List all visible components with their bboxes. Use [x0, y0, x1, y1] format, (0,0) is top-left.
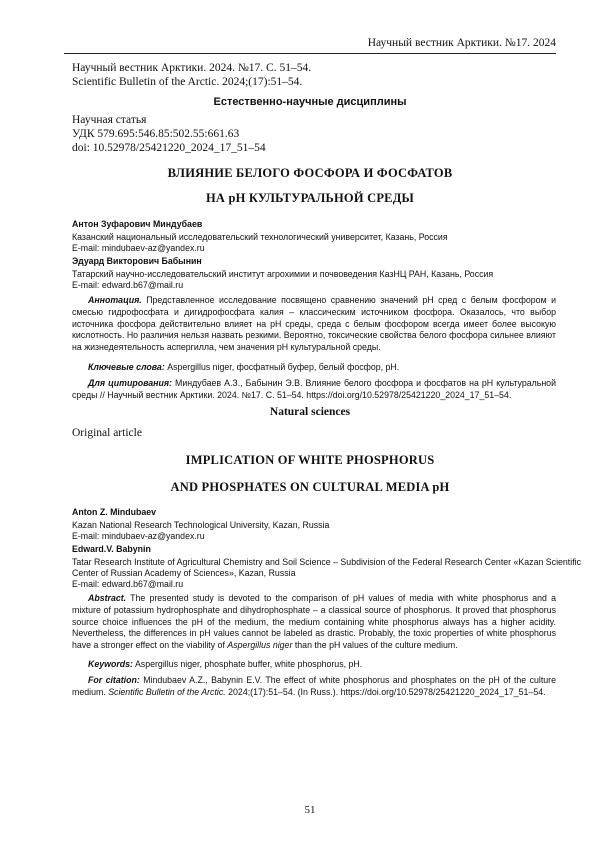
keywords-label: Keywords: [88, 659, 133, 669]
article-type-en: Original article [72, 427, 142, 439]
author-email: E-mail: edward.b67@mail.ru [72, 579, 184, 589]
author-email: E-mail: edward.b67@mail.ru [72, 280, 184, 290]
running-header: Научный вестник Арктики. №17. 2024 [367, 37, 556, 49]
author-affiliation: Kazan National Research Technological University, Kazan, Russia [72, 520, 330, 530]
article-type-ru: Научная статья [72, 114, 147, 126]
abstract-label: Abstract. [88, 593, 127, 603]
keywords-text: Aspergillus niger, фосфатный буфер, белый фосфор, pH. [164, 362, 400, 372]
keywords-ru [72, 362, 556, 374]
citation-label: Для цитирования: [88, 378, 172, 388]
title-en-line2: AND PHOSPHATES ON CULTURAL MEDIA pH [170, 480, 450, 494]
citation-en: Scientific Bulletin of the Arctic. 2024;(17):51–54. [72, 76, 303, 88]
title-ru-line2: НА pH КУЛЬТУРАЛЬНОЙ СРЕДЫ [206, 191, 414, 205]
keywords-text: Aspergillus niger, phosphate buffer, white phosphorus, pH. [132, 659, 363, 669]
abstract-ru [72, 295, 556, 354]
keywords-en [72, 659, 556, 671]
citation-text: Mindubaev A.Z., Babynin E.V. The effect of white phosphorus and phosphates on the pH of the culture medium. [72, 675, 557, 697]
section-heading-ru: Естественно-научные дисциплины [213, 96, 407, 108]
abstract-text: Представленное исследование посвящено сравнению значений pH сред с белым фосфором и смесью гидрофосфата и дигидрофосфата калия – классическим источником фосфора. Оказалось, что выбор источника фосфора действительно влияет на pH среды, среда с белым фосфором всегда имеет более высокую кислотность. Но различия нельзя назвать резкими. Вероятно, токсические свойства белого фосфора сильнее влияют на жизнедеятельность аспергилла, чем значения pH культуральной среды. [72, 295, 556, 353]
page-number: 51 [304, 804, 316, 816]
abstract-text: The presented study is devoted to the comparison of pH values of media with white phosphorus and a mixture of potassium hydrophosphate and dihydrophosphate – a classical source of phosphorus. It proved that phosphorus source choice influences the pH of the medium, the medium containing white phosphorus always has a higher acidity. Nevertheless, the differences in pH values cannot be labeled as drastic. Probably, the toxic properties of white phosphorus have a stronger effect on the viability of [72, 593, 556, 651]
abstract-tail: than the pH values of the culture medium. [292, 640, 458, 651]
author-affiliation: Татарский научно-исследовательский институт агрохимии и почвоведения КазНЦ РАН, Казань, Россия [72, 269, 494, 279]
title-en-line1: IMPLICATION OF WHITE PHOSPHORUS [185, 453, 435, 467]
author-affiliation: Tatar Research Institute of Agricultural Chemistry and Soil Science – Subdivision of the Federal Research Center «Kazan Scientific [72, 557, 582, 567]
header-rule [64, 53, 556, 54]
author-name: Эдуард Викторович Бабынин [72, 256, 202, 266]
citation-text: 2024;(17):51–54. (In Russ.). https://doi.org/10.52978/25421220_2024_17_51–54. [225, 686, 546, 697]
abstract-species: Aspergillus niger [227, 640, 293, 651]
citation-block-en [72, 675, 556, 699]
title-ru [64, 161, 556, 211]
author-email: E-mail: mindubaev-az@yandex.ru [72, 531, 205, 541]
author-affiliation: Center of Russian Academy of Sciences», Kazan, Russia [72, 568, 296, 578]
keywords-label: Ключевые слова: [88, 362, 165, 372]
author-name: Антон Зуфарович Миндубаев [72, 219, 203, 229]
udc: УДК 579.695:546.85:502.55:661.63 [72, 128, 240, 140]
section-heading-en: Natural sciences [269, 406, 351, 418]
author-name: Edward.V. Babynin [72, 544, 151, 554]
abstract-label: Аннотация. [88, 295, 142, 305]
citation-text: Миндубаев А.З., Бабынин Э.В. Влияние белого фосфора и фосфатов на pH культуральной среды // Научный вестник Арктики. 2024. №17. С. 51–54. https://doi.org/10.52978/25421220_2024_17_51–54. [72, 378, 556, 400]
citation-label: For citation: [88, 675, 140, 685]
title-en [64, 447, 556, 501]
citation-ru: Научный вестник Арктики. 2024. №17. С. 51–54. [72, 62, 312, 74]
citation-journal: Scientific Bulletin of the Arctic. [108, 686, 226, 697]
author-email: E-mail: mindubaev-az@yandex.ru [72, 243, 205, 253]
citation-block-ru [72, 378, 556, 402]
author-affiliation: Казанский национальный исследовательский технологический университет, Казань, Россия [72, 232, 448, 242]
title-ru-line1: ВЛИЯНИЕ БЕЛОГО ФОСФОРА И ФОСФАТОВ [167, 166, 453, 180]
doi: doi: 10.52978/25421220_2024_17_51–54 [72, 142, 266, 154]
abstract-en [72, 593, 556, 652]
author-name: Anton Z. Mindubaev [72, 507, 157, 517]
